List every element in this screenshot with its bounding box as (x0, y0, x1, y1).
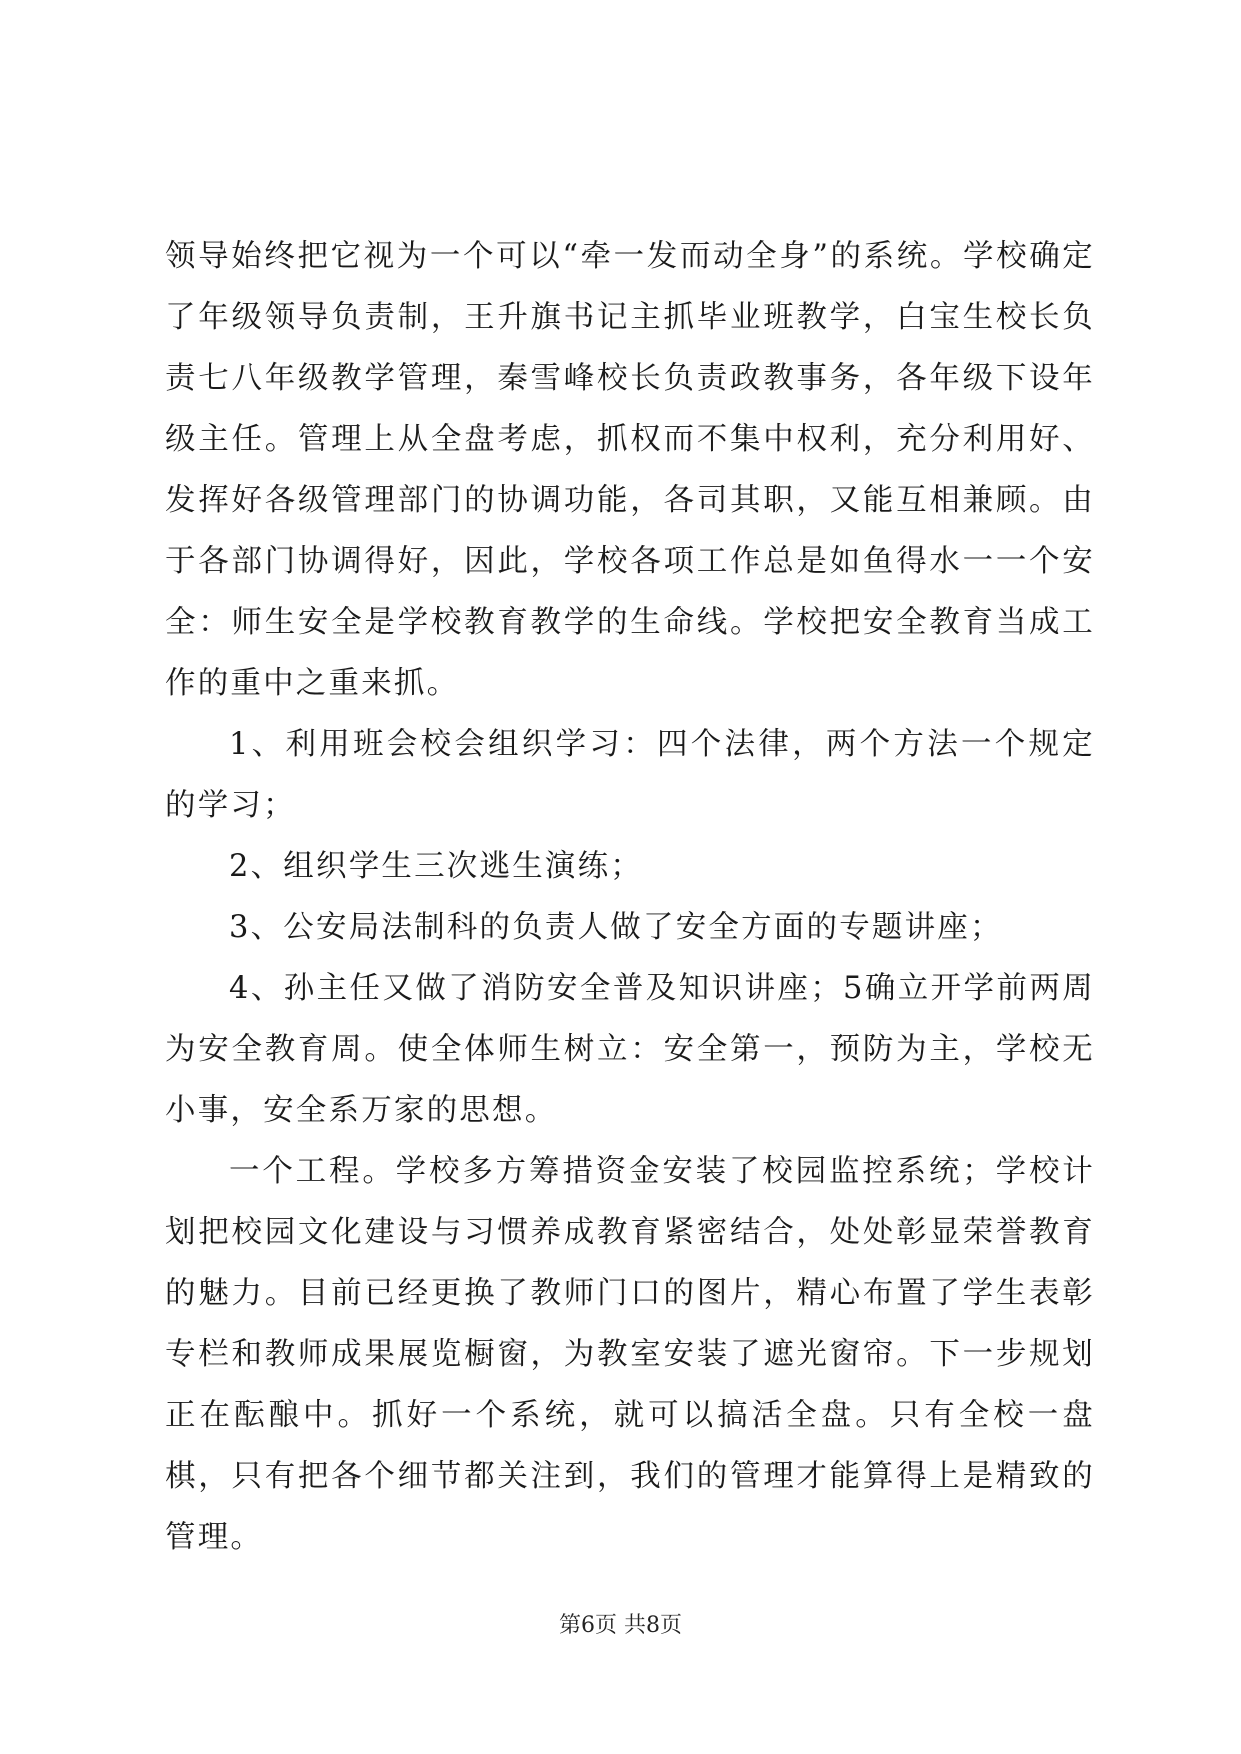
list-item-lecture: 3、公安局法制科的负责人做了安全方面的专题讲座； (229, 910, 1003, 945)
list-item-drill: 2、组织学生三次逃生演练； (229, 849, 644, 884)
document-body (165, 226, 1095, 1568)
page-number-footer: 第6页 共8页 (559, 1613, 682, 1638)
list-item-study: 1、利用班会校会组织学习：四个法律，两个方法一个规定的学习； (165, 727, 1095, 823)
paragraph-management-system: 领导始终把它视为一个可以“牵一发而动全身”的系统。学校确定了年级领导负责制，王升旗书记主抓毕业班教学，白宝生校长负责七八年级教学管理，秦雪峰校长负责政教事务，各年级下设年级主任。管理上从全盘考虑，抓权而不集中权利，充分利用好、发挥好各级管理部门的协调功能，各司其职，又能互相兼顾。由于各部门协调得好，因此，学校各项工作总是如鱼得水一一个安全：师生安全是学校教育教学的生命线。学校把安全教育当成工作的重中之重来抓。 (165, 239, 1095, 701)
paragraph-one-project: 一个工程。学校多方筹措资金安装了校园监控系统；学校计划把校园文化建设与习惯养成教育紧密结合，处处彰显荣誉教育的魅力。目前已经更换了教师门口的图片，精心布置了学生表彰专栏和教师成果展览橱窗，为教室安装了遮光窗帘。下一步规划正在酝酿中。抓好一个系统，就可以搞活全盘。只有全校一盘棋，只有把各个细节都关注到，我们的管理才能算得上是精致的管理。 (165, 1154, 1095, 1555)
list-item-fire-safety: 4、孙主任又做了消防安全普及知识讲座；5确立开学前两周为安全教育周。使全体师生树立：安全第一，预防为主，学校无小事，安全系万家的思想。 (165, 971, 1095, 1128)
